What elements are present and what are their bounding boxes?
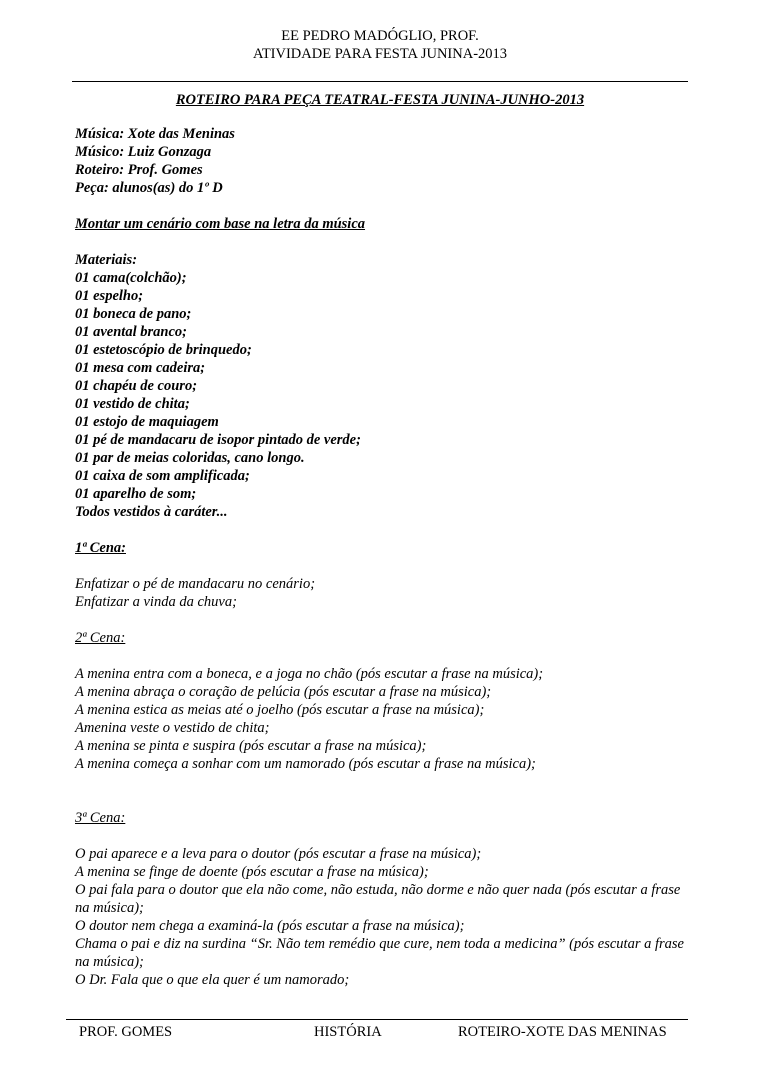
info-play: Peça: alunos(as) do 1º D <box>75 180 223 196</box>
scene-line: Chama o pai e diz na surdina “Sr. Não tem remédio que cure, nem toda a medicina” (pós escutar a frase na música); <box>75 936 684 970</box>
scene-heading: 3ª Cena: <box>75 810 126 826</box>
material-item: 01 boneca de pano; <box>75 306 192 322</box>
materials-heading: Materiais: <box>75 252 138 268</box>
scene-heading: 1ª Cena: <box>75 540 126 556</box>
scene-line: O doutor nem chega a examiná-la (pós escutar a frase na música); <box>75 918 465 934</box>
material-item: 01 mesa com cadeira; <box>75 360 206 376</box>
scene-1 <box>75 539 695 611</box>
scene-line: O pai fala para o doutor que ela não come, não estuda, não dorme e não quer nada (pós escutar a frase na música); <box>75 882 681 916</box>
scene-heading: 2ª Cena: <box>75 630 126 646</box>
document-title: ROTEIRO PARA PEÇA TEATRAL-FESTA JUNINA-JUNHO-2013 <box>175 92 585 108</box>
scene-2 <box>75 629 695 773</box>
school-name: EE PEDRO MADÓGLIO, PROF. <box>281 28 479 44</box>
activity-name: ATIVIDADE PARA FESTA JUNINA-2013 <box>252 46 508 62</box>
material-item: 01 estojo de maquiagem <box>75 414 219 430</box>
scene-3 <box>75 809 695 989</box>
scene-line: Enfatizar o pé de mandacaru no cenário; <box>75 576 316 592</box>
materials-list <box>75 251 695 521</box>
document-header <box>72 27 688 63</box>
material-item: 01 cama(colchão); <box>75 270 187 286</box>
document-body <box>75 125 695 989</box>
footer-document-name: ROTEIRO-XOTE DAS MENINAS <box>458 1024 667 1040</box>
info-musician: Músico: Luiz Gonzaga <box>75 144 212 160</box>
instruction: Montar um cenário com base na letra da música <box>75 216 366 232</box>
scene-line: Amenina veste o vestido de chita; <box>75 720 270 736</box>
footer-author: PROF. GOMES <box>79 1024 173 1040</box>
info-script: Roteiro: Prof. Gomes <box>75 162 203 178</box>
scene-line: A menina estica as meias até o joelho (pós escutar a frase na música); <box>75 702 485 718</box>
scene-line: A menina começa a sonhar com um namorado (pós escutar a frase na música); <box>75 756 536 772</box>
material-item: 01 pé de mandacaru de isopor pintado de verde; <box>75 432 361 448</box>
info-block <box>75 125 695 197</box>
material-item: 01 avental branco; <box>75 324 187 340</box>
info-music: Música: Xote das Meninas <box>75 126 235 142</box>
scene-line: A menina se pinta e suspira (pós escutar a frase na música); <box>75 738 427 754</box>
scene-line: A menina abraça o coração de pelúcia (pós escutar a frase na música); <box>75 684 492 700</box>
scene-line: O Dr. Fala que o que ela quer é um namorado; <box>75 972 350 988</box>
material-item: 01 chapéu de couro; <box>75 378 198 394</box>
material-item: 01 estetoscópio de brinquedo; <box>75 342 252 358</box>
material-item: 01 vestido de chita; <box>75 396 190 412</box>
material-item: 01 aparelho de som; <box>75 486 197 502</box>
material-item: Todos vestidos à caráter... <box>75 504 228 520</box>
header-divider <box>72 81 688 82</box>
footer-divider <box>66 1019 688 1020</box>
scene-line: Enfatizar a vinda da chuva; <box>75 594 237 610</box>
material-item: 01 espelho; <box>75 288 144 304</box>
scene-line: O pai aparece e a leva para o doutor (pós escutar a frase na música); <box>75 846 482 862</box>
scene-line: A menina se finge de doente (pós escutar a frase na música); <box>75 864 429 880</box>
footer-subject: HISTÓRIA <box>314 1024 382 1040</box>
material-item: 01 par de meias coloridas, cano longo. <box>75 450 305 466</box>
scene-line: A menina entra com a boneca, e a joga no chão (pós escutar a frase na música); <box>75 666 544 682</box>
material-item: 01 caixa de som amplificada; <box>75 468 250 484</box>
